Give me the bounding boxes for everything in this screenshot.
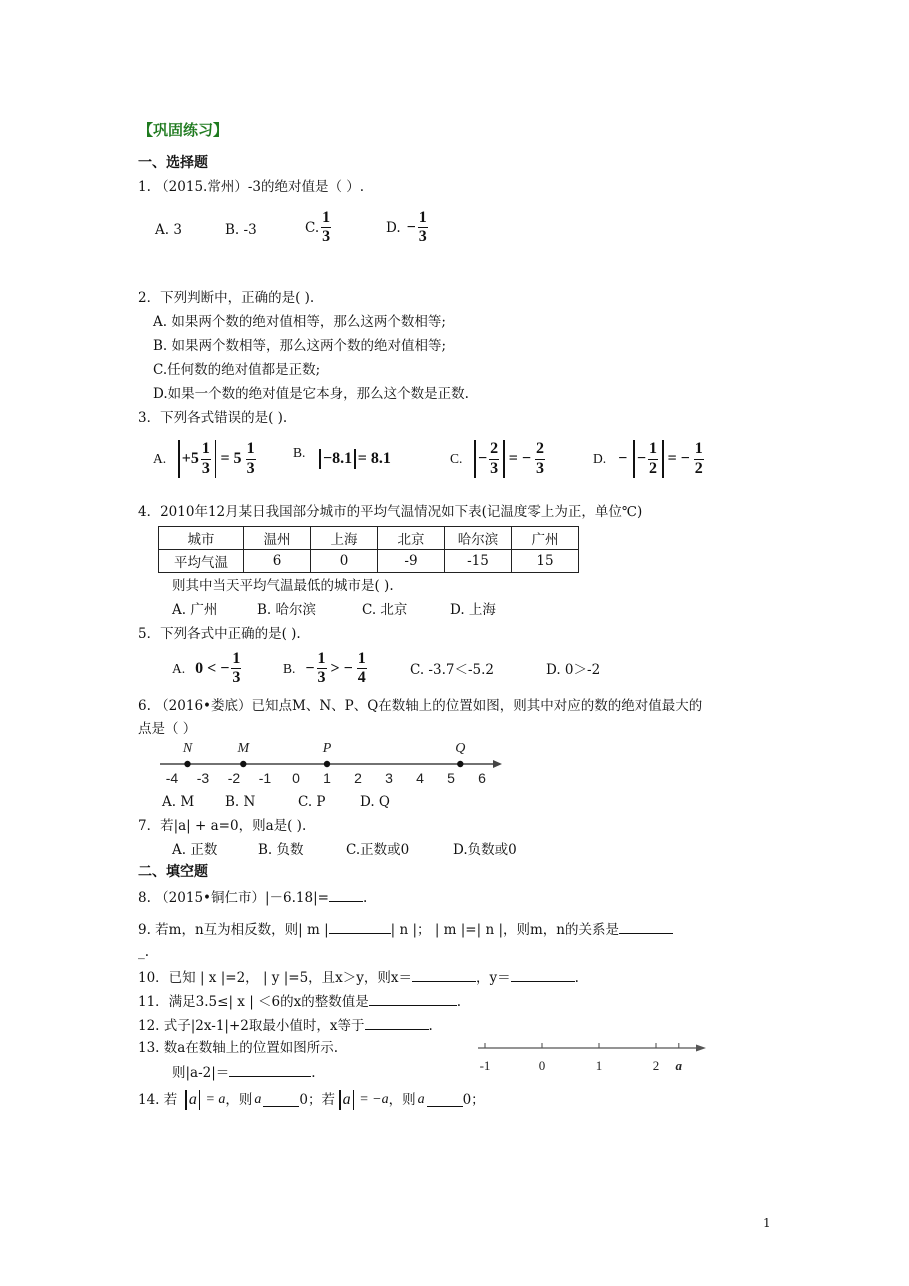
q5-b-op: > −	[330, 660, 353, 678]
q5-b-rden: 4	[357, 669, 366, 687]
temperature-table	[158, 526, 579, 573]
point-n	[184, 761, 190, 767]
table-cell: -15	[445, 550, 512, 573]
q3-d-sign: −	[636, 450, 646, 468]
q3-c-sign: −	[477, 450, 488, 468]
q9-continuation: _.	[138, 944, 150, 960]
q1-d-fraction	[418, 209, 428, 247]
q14-part2: ，则	[225, 1091, 253, 1108]
q5-b-lnum: 1	[317, 650, 327, 669]
q3-option-b	[293, 444, 391, 469]
q8-blank[interactable]	[329, 888, 363, 902]
q3-a-den: 3	[201, 459, 210, 477]
q14-blank-1[interactable]	[263, 1093, 299, 1107]
point-label-p: P	[322, 741, 332, 756]
q1-d-label: D.	[386, 219, 401, 236]
q1-option-c	[305, 209, 333, 247]
q14-t1: 0；若	[299, 1091, 335, 1108]
q3-a-eq: = 5	[220, 450, 242, 468]
q3-d-rnum: 1	[694, 440, 704, 459]
q12	[138, 1016, 433, 1034]
q14-part1: 14. 若	[138, 1091, 178, 1108]
q5-b-lsign: −	[305, 660, 315, 678]
q6-stem-line2: 点是（ ）	[138, 721, 197, 737]
q5-a-label: A.	[172, 660, 186, 676]
q4-option-b: B. 哈尔滨	[257, 602, 317, 618]
q3-option-c	[450, 440, 547, 478]
q8-tail: .	[362, 890, 368, 906]
q12-part2: .	[428, 1018, 433, 1034]
abs-bar	[503, 440, 505, 478]
q10	[138, 968, 579, 986]
q14-v1: a	[254, 1091, 262, 1107]
q3-c-den: 3	[490, 459, 499, 477]
q4-option-c: C. 北京	[362, 602, 408, 618]
table-cell: 广州	[512, 527, 579, 550]
axis-arrow	[493, 760, 502, 768]
q9-blank-1[interactable]	[329, 920, 391, 934]
point-label-q: Q	[455, 741, 466, 756]
table-cell: 平均气温	[159, 550, 244, 573]
tick-label: 3	[385, 770, 393, 786]
table-cell: 哈尔滨	[445, 527, 512, 550]
q14-eq2: = −a	[359, 1091, 389, 1107]
table-cell: 北京	[378, 527, 445, 550]
table-cell: 15	[512, 550, 579, 573]
abs-bar	[474, 440, 476, 478]
table-cell: 6	[244, 550, 311, 573]
q5-option-c: C. -3.7＜-5.2	[410, 662, 494, 678]
q13-tail: .	[311, 1065, 316, 1081]
q9-part1: 9. 若m，n互为相反数，则| m |	[138, 922, 329, 938]
q4-sub-question: 则其中当天平均气温最低的城市是( ).	[172, 578, 394, 594]
q3-b-expr: −8.1	[322, 450, 353, 468]
q11-part1: 11．满足3.5≤| x | ＜6的x的整数值是	[138, 994, 369, 1010]
q3-c-rnum: 2	[535, 440, 545, 459]
q5-b-lden: 3	[317, 669, 326, 687]
abs-bar	[339, 1090, 341, 1110]
q1-option-d	[386, 209, 430, 247]
q2-option-c: C.任何数的绝对值都是正数;	[153, 362, 321, 378]
q9-part2: | n |； | m |=| n |，则m，n的关系是	[390, 922, 619, 938]
table-row	[159, 527, 579, 550]
abs-bar	[199, 1090, 201, 1110]
q9-blank-2[interactable]	[619, 920, 673, 934]
q11-blank[interactable]	[369, 992, 457, 1006]
page-number: 1	[763, 1216, 771, 1230]
q11	[138, 992, 461, 1010]
table-cell: 城市	[159, 527, 244, 550]
q1-option-a: A. 3	[155, 222, 182, 238]
q3-stem: 3．下列各式错误的是( ).	[138, 410, 288, 426]
point-label-m: M	[237, 741, 250, 756]
tick-label: -1	[479, 1058, 491, 1073]
q6-option-b: B. N	[225, 794, 256, 810]
tick-label: 0	[292, 770, 300, 786]
q7-option-c: C.正数或0	[346, 842, 410, 858]
q14-var-1: a	[188, 1091, 197, 1109]
q3-a-num: 1	[201, 440, 211, 459]
q8	[138, 888, 367, 906]
q1-d-den: 3	[418, 228, 427, 246]
q2-stem: 2．下列判断中，正确的是( ).	[138, 290, 315, 306]
abs-bar	[354, 449, 356, 469]
q3-b-eq: = 8.1	[357, 450, 391, 468]
q7-option-d: D.负数或0	[453, 842, 517, 858]
q5-stem: 5．下列各式中正确的是( ).	[138, 626, 301, 642]
tick-label: 0	[538, 1058, 546, 1073]
tick-label: 1	[595, 1058, 603, 1073]
tick-label: 5	[447, 770, 455, 786]
q2-option-b: B. 如果两个数相等，那么这两个数的绝对值相等;	[153, 338, 447, 354]
q14-part3: ，则	[388, 1091, 416, 1108]
q3-option-d	[593, 440, 706, 478]
q5-b-rnum: 1	[357, 650, 367, 669]
tick-label: 1	[323, 770, 331, 786]
tick-label: -3	[196, 770, 210, 786]
q14-var-2: a	[342, 1091, 351, 1109]
tick-label: 6	[478, 770, 486, 786]
q5-a-lhs: 0 < −	[195, 660, 230, 678]
table-cell: 0	[311, 550, 378, 573]
q3-a-label: A.	[153, 450, 167, 466]
q1-c-fraction	[321, 209, 331, 247]
q3-option-a	[153, 440, 258, 478]
q7-option-a: A. 正数	[172, 842, 218, 858]
abs-bar	[319, 449, 321, 469]
q5-option-b	[283, 650, 369, 688]
abs-bar	[185, 1090, 187, 1110]
table-cell: -9	[378, 550, 445, 573]
q7-option-b: B. 负数	[258, 842, 304, 858]
point-p	[324, 761, 330, 767]
abs-bar	[178, 440, 180, 478]
q7-stem: 7．若|a| + a=0，则a是( ).	[138, 818, 307, 834]
q5-a-num: 1	[231, 650, 241, 669]
table-row	[159, 550, 579, 573]
q10-blank-y[interactable]	[511, 968, 575, 982]
q3-b-label: B.	[293, 444, 306, 460]
q3-c-label: C.	[450, 450, 463, 466]
q1-stem: 1. （2015.常州）-3的绝对值是（ ）.	[138, 179, 365, 195]
q14-v2: a	[417, 1091, 425, 1107]
q4-stem: 4．2010年12月某日我国部分城市的平均气温情况如下表(记温度零上为正，单位℃)	[138, 504, 643, 520]
q12-blank[interactable]	[365, 1016, 429, 1030]
q10-blank-x[interactable]	[412, 968, 476, 982]
q6-option-a: A. M	[162, 794, 195, 810]
q1-c-num: 1	[321, 209, 331, 228]
q5-a-den: 3	[232, 669, 241, 687]
q14-t2: 0；	[462, 1091, 485, 1108]
q1-d-num: 1	[418, 209, 428, 228]
point-label-n: N	[182, 741, 193, 756]
q12-part1: 12. 式子|2x-1|+2取最小值时，x等于	[138, 1018, 365, 1034]
q6-option-d: D. Q	[360, 794, 390, 810]
table-cell: 温州	[244, 527, 311, 550]
q8-stem: 8. （2015•铜仁市）|－6.18|=	[138, 890, 329, 906]
tick-label: -4	[165, 770, 179, 786]
q4-option-d: D. 上海	[450, 602, 496, 618]
q3-c-num: 2	[489, 440, 499, 459]
q1-c-den: 3	[322, 228, 331, 246]
tick-label: -1	[258, 770, 272, 786]
section-fill-title: 二、填空题	[138, 864, 208, 880]
q3-d-eq: = −	[667, 450, 690, 468]
q3-d-num: 1	[648, 440, 658, 459]
section-choice-title: 一、选择题	[138, 155, 208, 171]
q6-stem-line1: 6. （2016•娄底）已知点M、N、P、Q在数轴上的位置如图，则其中对应的数的绝对值最大的	[138, 698, 703, 714]
q1-option-b: B. -3	[225, 222, 257, 238]
tick-label: -2	[227, 770, 241, 786]
abs-bar	[633, 440, 635, 478]
q4-option-a: A. 广州	[172, 602, 218, 618]
q13-sub-text: 则|a-2|＝	[172, 1065, 230, 1081]
q13-blank[interactable]	[229, 1063, 311, 1077]
q5-b-label: B.	[283, 660, 296, 676]
q5-option-a	[172, 650, 243, 688]
q1-d-sign: −	[406, 219, 416, 237]
q9	[138, 920, 673, 938]
q11-part2: .	[456, 994, 462, 1010]
q13-sub	[172, 1063, 316, 1081]
q5-option-d: D. 0＞-2	[546, 662, 601, 678]
q3-a-inner: +5	[181, 450, 199, 468]
q3-c-rden: 3	[535, 459, 544, 477]
q10-part1: 10．已知 | x |=2， | y |=5，且x＞y，则x＝	[138, 970, 413, 986]
q13-stem: 13. 数a在数轴上的位置如图所示.	[138, 1040, 339, 1056]
abs-bar	[662, 440, 664, 478]
tick-label: 2	[652, 1058, 660, 1073]
q2-option-d: D.如果一个数的绝对值是它本身，那么这个数是正数.	[153, 386, 469, 402]
point-m	[240, 761, 246, 767]
q3-d-label: D.	[593, 450, 607, 466]
point-q	[457, 761, 463, 767]
q2-option-a: A. 如果两个数的绝对值相等，那么这两个数相等;	[153, 314, 446, 330]
q3-d-den: 2	[648, 459, 657, 477]
q3-d-pre: −	[618, 450, 628, 468]
abs-bar	[215, 440, 217, 478]
q6-number-line	[150, 736, 510, 788]
q3-a-rnum: 1	[246, 440, 256, 459]
tick-label: 2	[354, 770, 362, 786]
table-cell: 上海	[311, 527, 378, 550]
tick-label: 4	[416, 770, 424, 786]
q14-blank-2[interactable]	[427, 1093, 463, 1107]
axis-arrow	[696, 1045, 706, 1052]
q3-a-rden: 3	[246, 459, 255, 477]
q1-c-label: C.	[305, 219, 320, 236]
abs-bar	[353, 1090, 355, 1110]
q10-part2: ，y＝	[476, 970, 511, 986]
q6-option-c: C. P	[298, 794, 326, 810]
q14-eq1: = a	[205, 1091, 226, 1107]
page-heading: 【巩固练习】	[138, 121, 229, 139]
q3-c-eq: = −	[508, 450, 531, 468]
q10-part3: .	[574, 970, 579, 986]
q14	[138, 1090, 485, 1110]
point-a-label: a	[675, 1058, 683, 1073]
q3-d-rden: 2	[694, 459, 703, 477]
q13-number-line	[470, 1040, 715, 1080]
